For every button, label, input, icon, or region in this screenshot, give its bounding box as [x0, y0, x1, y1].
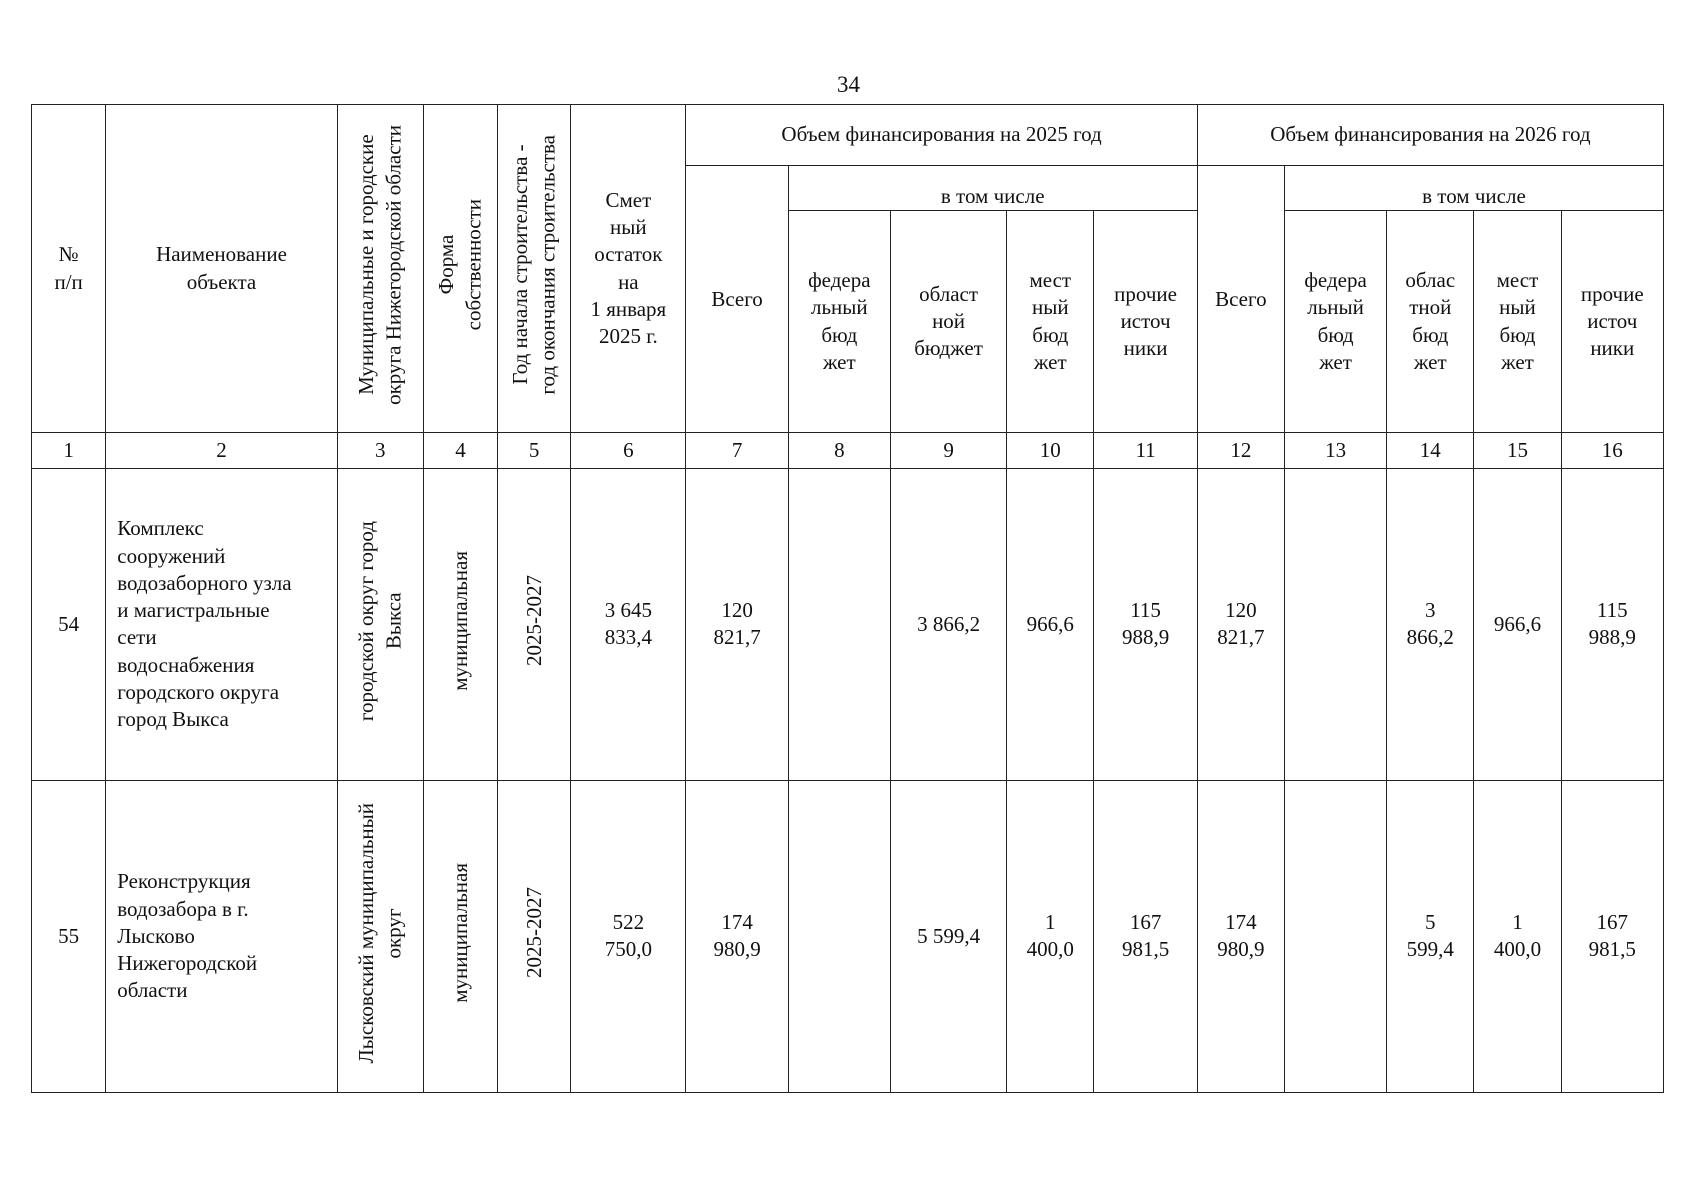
column-number: 3: [337, 433, 423, 469]
regional-2026: 5 599,4: [1387, 780, 1474, 1092]
other-2026: 167 981,5: [1561, 780, 1663, 1092]
column-number: 14: [1387, 433, 1474, 469]
header-regional-2026: облас тной бюд жет: [1387, 211, 1474, 433]
ownership: муниципальная: [423, 468, 497, 780]
column-number: 5: [498, 433, 571, 469]
construction-years: 2025-2027: [498, 780, 571, 1092]
local-2026: 1 400,0: [1474, 780, 1561, 1092]
construction-years: 2025-2027: [498, 468, 571, 780]
column-number: 1: [32, 433, 106, 469]
header-municipality: Муниципальные и городские округа Нижегородской области: [337, 105, 423, 433]
regional-2025: 3 866,2: [890, 468, 1006, 780]
header-other-2025: прочие источ ники: [1094, 211, 1197, 433]
column-number: 12: [1197, 433, 1284, 469]
regional-2025: 5 599,4: [890, 780, 1006, 1092]
header-balance: Смет ный остаток на 1 января 2025 г.: [571, 105, 686, 433]
funding-table: [31, 104, 1664, 1093]
column-number: 11: [1094, 433, 1197, 469]
federal-2025: [788, 468, 890, 780]
row-num: 55: [32, 780, 106, 1092]
header-years: Год начала строительства - год окончания строительства: [498, 105, 571, 433]
total-2026: 174 980,9: [1197, 780, 1284, 1092]
column-number: 15: [1474, 433, 1561, 469]
column-number: 7: [686, 433, 788, 469]
header-num: № п/п: [32, 105, 106, 433]
federal-2026: [1284, 468, 1386, 780]
header-including-2025: в том числе: [788, 166, 1197, 211]
header-total-2025: Всего: [686, 166, 788, 433]
total-2026: 120 821,7: [1197, 468, 1284, 780]
header-including-2026: в том числе: [1284, 166, 1663, 211]
estimate-balance: 3 645 833,4: [571, 468, 686, 780]
header-total-2026: Всего: [1197, 166, 1284, 433]
column-number: 4: [423, 433, 497, 469]
column-numbers-row: [32, 433, 1664, 469]
header-federal-2026: федера льный бюд жет: [1284, 211, 1386, 433]
local-2025: 1 400,0: [1007, 780, 1094, 1092]
local-2026: 966,6: [1474, 468, 1561, 780]
federal-2025: [788, 780, 890, 1092]
header-federal-2025: федера льный бюд жет: [788, 211, 890, 433]
table-row: [32, 468, 1664, 780]
other-2025: 115 988,9: [1094, 468, 1197, 780]
header-ownership: Форма собственности: [423, 105, 497, 433]
column-number: 10: [1007, 433, 1094, 469]
other-2025: 167 981,5: [1094, 780, 1197, 1092]
object-name: Реконструкция водозабора в г. Лысково Нижегородской области: [106, 780, 337, 1092]
total-2025: 120 821,7: [686, 468, 788, 780]
page-number: 34: [837, 72, 860, 97]
column-number: 16: [1561, 433, 1663, 469]
federal-2026: [1284, 780, 1386, 1092]
regional-2026: 3 866,2: [1387, 468, 1474, 780]
column-number: 13: [1284, 433, 1386, 469]
ownership: муниципальная: [423, 780, 497, 1092]
local-2025: 966,6: [1007, 468, 1094, 780]
row-num: 54: [32, 468, 106, 780]
header-other-2026: прочие источ ники: [1561, 211, 1663, 433]
total-2025: 174 980,9: [686, 780, 788, 1092]
column-number: 8: [788, 433, 890, 469]
estimate-balance: 522 750,0: [571, 780, 686, 1092]
header-local-2026: мест ный бюд жет: [1474, 211, 1561, 433]
municipality: городской округ город Выкса: [337, 468, 423, 780]
table-row: [32, 780, 1664, 1092]
object-name: Комплекс сооружений водозаборного узла и магистральные сети водоснабжения городского округа город Выкса: [106, 468, 337, 780]
header-regional-2025: област ной бюджет: [890, 211, 1006, 433]
column-number: 2: [106, 433, 337, 469]
other-2026: 115 988,9: [1561, 468, 1663, 780]
header-funding-2026: Объем финансирования на 2026 год: [1197, 105, 1663, 166]
header-local-2025: мест ный бюд жет: [1007, 211, 1094, 433]
column-number: 9: [890, 433, 1006, 469]
header-funding-2025: Объем финансирования на 2025 год: [686, 105, 1197, 166]
header-name: Наименование объекта: [106, 105, 337, 433]
municipality: Лысковский муниципальный округ: [337, 780, 423, 1092]
column-number: 6: [571, 433, 686, 469]
